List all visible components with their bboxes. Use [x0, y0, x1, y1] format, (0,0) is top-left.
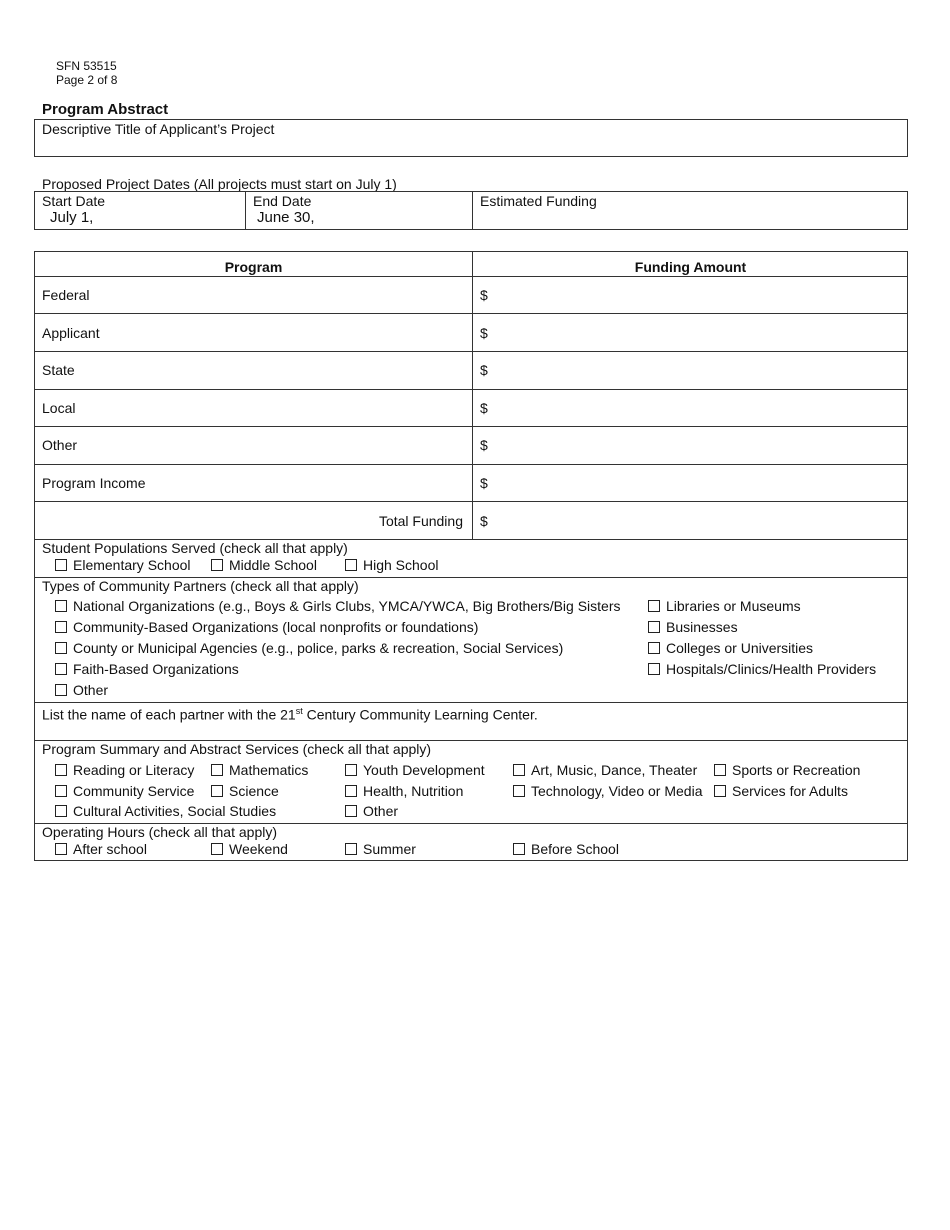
checkbox-partner-other[interactable]: Other [55, 682, 108, 698]
row-amount-state[interactable]: $ [480, 362, 488, 378]
checkbox-elementary-school[interactable]: Elementary School [55, 557, 191, 573]
form-number: SFN 53515 [56, 59, 117, 73]
checkbox-icon [345, 805, 357, 817]
checkbox-technology-video[interactable]: Technology, Video or Media [513, 783, 702, 799]
checkbox-colleges-universities[interactable]: Colleges or Universities [648, 640, 813, 656]
row-amount-other[interactable]: $ [480, 437, 488, 453]
checkbox-summer[interactable]: Summer [345, 841, 416, 857]
col-header-funding-amount: Funding Amount [634, 259, 747, 275]
checkbox-icon [648, 621, 660, 633]
total-funding-amount[interactable]: $ [480, 513, 488, 529]
checkbox-icon [55, 805, 67, 817]
checkbox-icon [345, 785, 357, 797]
checkbox-reading-literacy[interactable]: Reading or Literacy [55, 762, 194, 778]
checkbox-community-service[interactable]: Community Service [55, 783, 194, 799]
checkbox-hospitals-clinics[interactable]: Hospitals/Clinics/Health Providers [648, 661, 876, 677]
start-date-value[interactable]: July 1, [50, 209, 94, 226]
checkbox-businesses[interactable]: Businesses [648, 619, 738, 635]
checkbox-icon [211, 843, 223, 855]
checkbox-youth-development[interactable]: Youth Development [345, 762, 485, 778]
checkbox-weekend[interactable]: Weekend [211, 841, 288, 857]
partners-label: Types of Community Partners (check all that apply) [42, 578, 359, 594]
checkbox-services-adults[interactable]: Services for Adults [714, 783, 848, 799]
checkbox-icon [648, 600, 660, 612]
row-program-state: State [42, 362, 75, 378]
checkbox-icon [513, 785, 525, 797]
page-number: Page 2 of 8 [56, 73, 118, 87]
checkbox-high-school[interactable]: High School [345, 557, 439, 573]
checkbox-icon [714, 764, 726, 776]
checkbox-icon [55, 600, 67, 612]
section-title: Program Abstract [42, 101, 169, 118]
checkbox-county-municipal-agencies[interactable]: County or Municipal Agencies (e.g., police, parks & recreation, Social Services) [55, 640, 563, 656]
row-program-other: Other [42, 437, 78, 453]
checkbox-icon [211, 785, 223, 797]
estimated-funding-label[interactable]: Estimated Funding [480, 193, 597, 209]
row-program-federal: Federal [42, 287, 90, 303]
checkbox-icon [345, 559, 357, 571]
checkbox-science[interactable]: Science [211, 783, 279, 799]
end-date-value[interactable]: June 30, [257, 209, 315, 226]
checkbox-icon [55, 684, 67, 696]
row-amount-local[interactable]: $ [480, 400, 488, 416]
checkbox-health-nutrition[interactable]: Health, Nutrition [345, 783, 463, 799]
checkbox-icon [55, 663, 67, 675]
row-program-applicant: Applicant [42, 325, 100, 341]
hours-label: Operating Hours (check all that apply) [42, 824, 277, 840]
checkbox-libraries-museums[interactable]: Libraries or Museums [648, 598, 801, 614]
populations-label: Student Populations Served (check all that apply) [42, 540, 348, 556]
checkbox-middle-school[interactable]: Middle School [211, 557, 317, 573]
start-date-label: Start Date [42, 193, 106, 209]
dates-table [34, 191, 908, 230]
row-program-local: Local [42, 400, 76, 416]
checkbox-sports-recreation[interactable]: Sports or Recreation [714, 762, 860, 778]
dates-caption: Proposed Project Dates (All projects must start on July 1) [42, 176, 397, 192]
row-program-program-income: Program Income [42, 475, 146, 491]
total-funding-label: Total Funding [378, 513, 463, 529]
main-form-table [34, 251, 908, 861]
project-title-field[interactable] [34, 119, 908, 157]
row-amount-federal[interactable]: $ [480, 287, 488, 303]
checkbox-after-school[interactable]: After school [55, 841, 147, 857]
checkbox-icon [714, 785, 726, 797]
checkbox-icon [55, 642, 67, 654]
checkbox-icon [345, 843, 357, 855]
checkbox-icon [55, 764, 67, 776]
checkbox-icon [211, 764, 223, 776]
checkbox-icon [513, 843, 525, 855]
row-amount-program-income[interactable]: $ [480, 475, 488, 491]
project-title-label: Descriptive Title of Applicant’s Project [42, 121, 275, 137]
end-date-label: End Date [253, 193, 312, 209]
checkbox-icon [648, 663, 660, 675]
col-header-program: Program [224, 259, 283, 275]
checkbox-cultural-activities[interactable]: Cultural Activities, Social Studies [55, 803, 276, 819]
checkbox-icon [513, 764, 525, 776]
checkbox-mathematics[interactable]: Mathematics [211, 762, 308, 778]
checkbox-faith-based-organizations[interactable]: Faith-Based Organizations [55, 661, 239, 677]
partner-list-label[interactable]: List the name of each partner with the 21st Century Community Learning Center. [42, 706, 538, 723]
checkbox-art-music[interactable]: Art, Music, Dance, Theater [513, 762, 697, 778]
checkbox-icon [55, 785, 67, 797]
checkbox-icon [55, 621, 67, 633]
checkbox-services-other[interactable]: Other [345, 803, 398, 819]
checkbox-icon [55, 843, 67, 855]
checkbox-icon [648, 642, 660, 654]
services-label: Program Summary and Abstract Services (check all that apply) [42, 741, 432, 757]
checkbox-icon [55, 559, 67, 571]
checkbox-before-school[interactable]: Before School [513, 841, 619, 857]
checkbox-national-organizations[interactable]: National Organizations (e.g., Boys & Girls Clubs, YMCA/YWCA, Big Brothers/Big Sisters [55, 598, 621, 614]
checkbox-icon [211, 559, 223, 571]
checkbox-community-based-organizations[interactable]: Community-Based Organizations (local nonprofits or foundations) [55, 619, 478, 635]
checkbox-icon [345, 764, 357, 776]
row-amount-applicant[interactable]: $ [480, 325, 488, 341]
